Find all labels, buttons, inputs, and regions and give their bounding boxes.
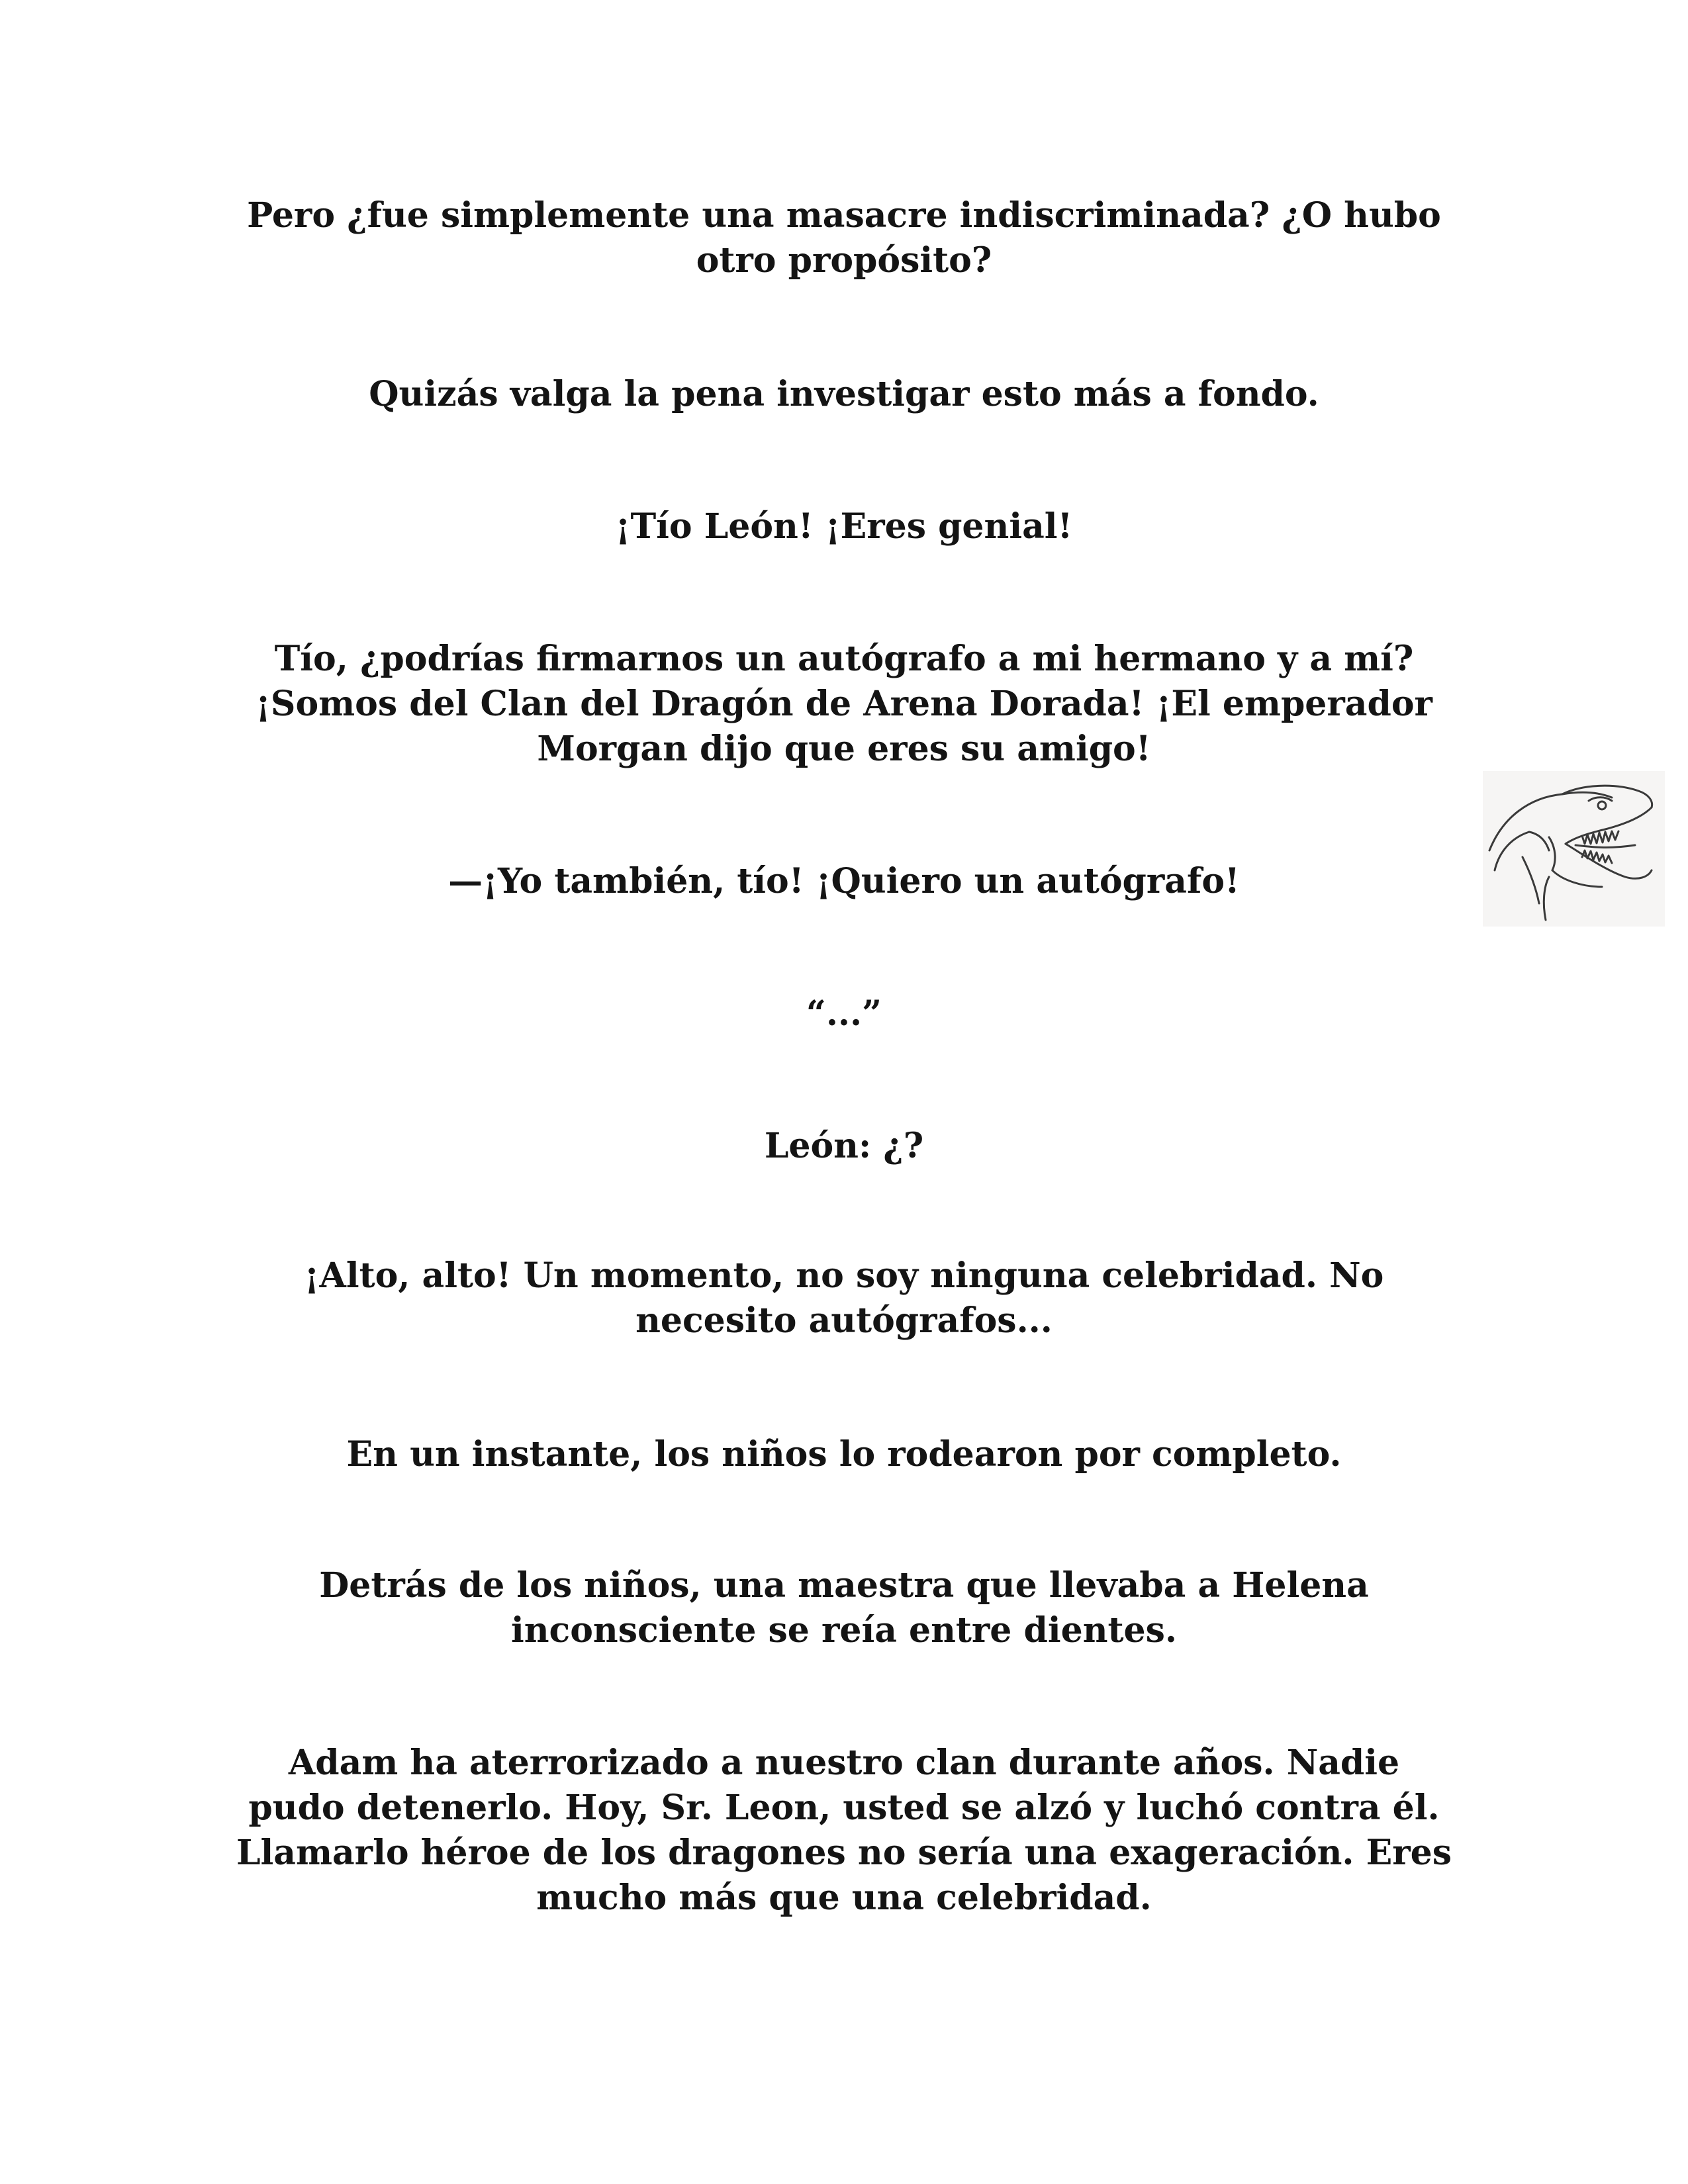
paragraph-7: León: ¿? bbox=[764, 1126, 924, 1166]
paragraph-5: —¡Yo también, tío! ¡Quiero un autógrafo! bbox=[448, 861, 1240, 901]
paragraph-2: Quizás valga la pena investigar esto más a fondo. bbox=[369, 374, 1319, 414]
paragraph-3: ¡Tío León! ¡Eres genial! bbox=[615, 506, 1073, 547]
paragraph-10: Detrás de los niños, una maestra que llevaba a Helena inconsciente se reía entre dientes. bbox=[319, 1565, 1369, 1651]
paragraph-8: ¡Alto, alto! Un momento, no soy ninguna celebridad. No necesito autógrafos... bbox=[304, 1255, 1384, 1341]
paragraph-11: Adam ha aterrorizado a nuestro clan durante años. Nadie pudo detenerlo. Hoy, Sr. Leon, usted se alzó y luchó contra él. Llamarlo héroe de los dragones no sería una exageración. Eres mucho más que una celebridad. bbox=[236, 1743, 1452, 1918]
dinosaur-head-sketch-icon bbox=[1483, 771, 1665, 927]
paragraph-4: Tío, ¿podrías firmarnos un autógrafo a mi hermano y a mí? ¡Somos del Clan del Dragón de Arena Dorada! ¡El emperador Morgan dijo que eres su amigo! bbox=[256, 639, 1432, 769]
paragraph-9: En un instante, los niños lo rodearon por completo. bbox=[346, 1434, 1342, 1475]
paragraph-1: Pero ¿fue simplemente una masacre indiscriminada? ¿O hubo otro propósito? bbox=[247, 195, 1441, 281]
paragraph-6: “...” bbox=[806, 993, 882, 1034]
